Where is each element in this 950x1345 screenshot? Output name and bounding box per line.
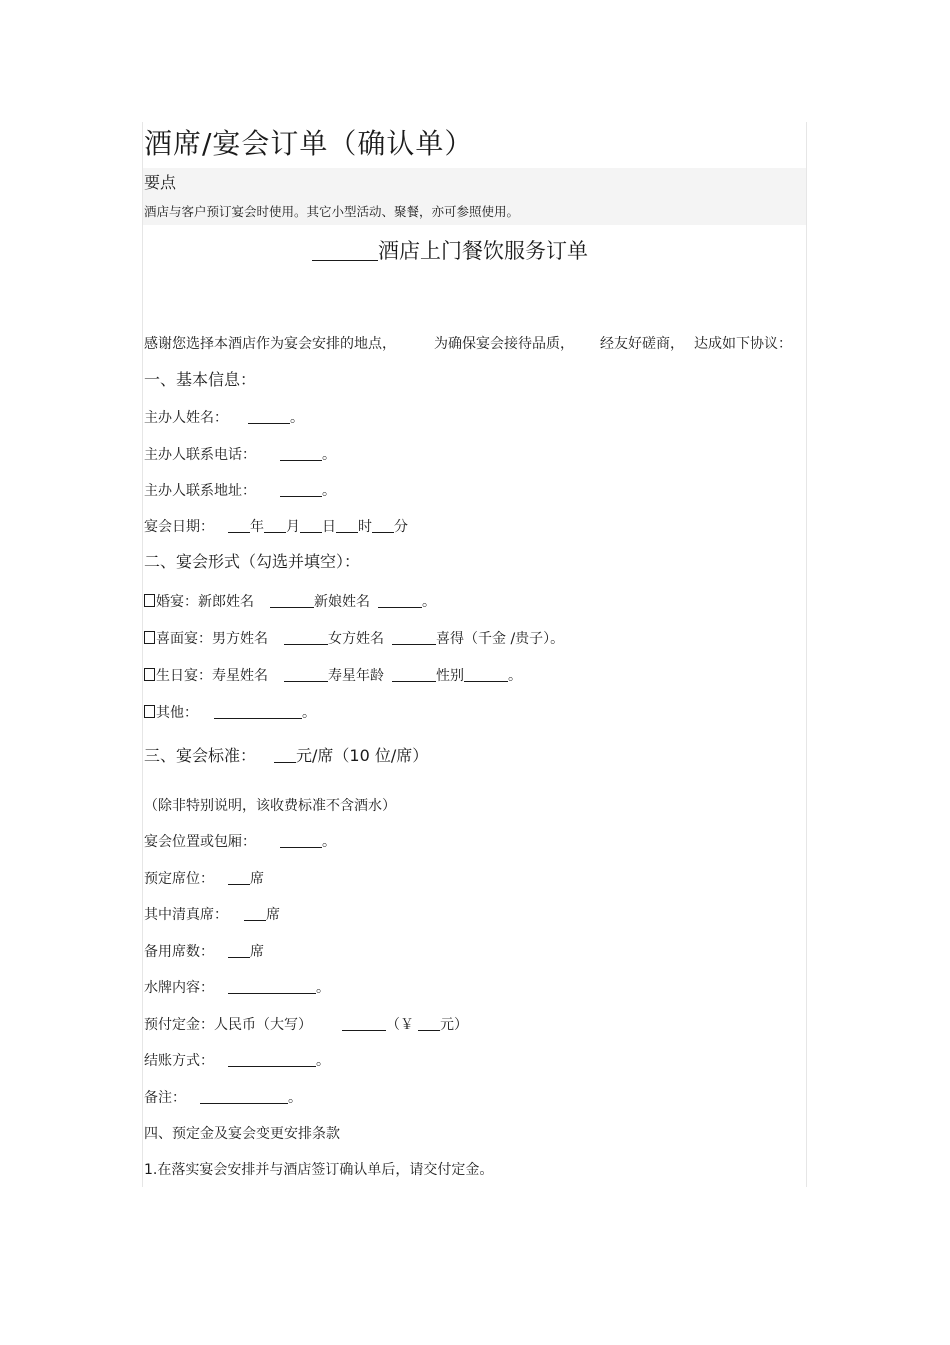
table-unit: 席: [266, 907, 280, 923]
deposit-amount-blank: [418, 1016, 440, 1031]
minute-label: 分: [394, 519, 408, 535]
halal-tables-row: [144, 905, 280, 925]
deposit-words-blank: [342, 1016, 386, 1031]
deposit-label: 预付定金：人民币（大写）: [144, 1017, 312, 1033]
month-label: 月: [286, 519, 300, 535]
remarks-blank: [200, 1089, 288, 1104]
birthday-checkbox[interactable]: [144, 668, 155, 681]
wedding-checkbox[interactable]: [144, 594, 155, 607]
deposit-unit: 元）: [440, 1017, 468, 1033]
key-points-text: 酒店与客户预订宴会时使用。其它小型活动、聚餐，亦可参照使用。: [144, 204, 520, 219]
female-name-blank: [392, 630, 436, 645]
sign-label: 水牌内容：: [144, 980, 214, 996]
location-blank: [280, 833, 322, 848]
location-row: [144, 832, 336, 852]
host-phone-blank: [280, 446, 322, 461]
banquet-date-row: [144, 517, 408, 537]
period: 。: [322, 447, 336, 463]
age-label: 寿星年龄: [328, 668, 384, 684]
host-address-blank: [280, 482, 322, 497]
period: 。: [290, 410, 304, 426]
period: 。: [322, 834, 336, 850]
other-label: 其他：: [156, 705, 198, 721]
spare-blank: [228, 943, 250, 958]
age-blank: [392, 667, 436, 682]
year-blank: [228, 518, 250, 533]
groom-name-blank: [270, 593, 314, 608]
other-blank: [214, 704, 302, 719]
reserved-tables-row: [144, 869, 264, 889]
spare-tables-row: [144, 942, 264, 962]
wedding-row: [144, 592, 436, 612]
period: 。: [316, 1053, 330, 1069]
order-subtitle: [312, 236, 588, 266]
payment-blank: [228, 1052, 316, 1067]
female-name-label: 女方姓名: [328, 631, 384, 647]
host-name-row: [144, 408, 304, 428]
price-note: （除非特别说明，该收费标准不含酒水）: [144, 798, 396, 814]
host-address-row: [144, 481, 336, 501]
celebration-checkbox[interactable]: [144, 631, 155, 644]
hour-blank: [336, 518, 358, 533]
spare-label: 备用席数：: [144, 944, 214, 960]
other-row: [144, 703, 316, 723]
date-label: 宴会日期：: [144, 519, 214, 535]
bride-name-blank: [378, 593, 422, 608]
intro-part-4: 达成如下协议：: [694, 336, 792, 352]
location-label: 宴会位置或包厢：: [144, 834, 256, 850]
intro-paragraph: [144, 334, 792, 354]
section2-heading: 二、宴会形式（勾选并填空）：: [144, 552, 361, 571]
remarks-row: [144, 1088, 302, 1108]
deposit-yen: （￥: [386, 1017, 414, 1033]
period: 。: [316, 980, 330, 996]
day-label: 日: [322, 519, 336, 535]
halal-blank: [244, 906, 266, 921]
payment-row: [144, 1051, 330, 1071]
child-gender-text: 喜得（千金 /贵子）。: [436, 631, 565, 647]
period: 。: [302, 705, 316, 721]
year-label: 年: [250, 519, 264, 535]
sign-content-row: [144, 978, 330, 998]
intro-part-1: 感谢您选择本酒店作为宴会安排的地点，: [144, 336, 396, 352]
other-checkbox[interactable]: [144, 705, 155, 718]
remarks-label: 备注：: [144, 1090, 186, 1106]
hour-label: 时: [358, 519, 372, 535]
period: 。: [322, 483, 336, 499]
period: 。: [422, 594, 436, 610]
celebration-row: [144, 629, 564, 649]
wedding-label: 婚宴：新郎姓名: [156, 594, 254, 610]
table-unit: 席: [250, 944, 264, 960]
subtitle-text: 酒店上门餐饮服务订单: [378, 239, 588, 263]
price-blank: [274, 748, 296, 763]
bride-label: 新娘姓名: [314, 594, 370, 610]
intro-part-3: 经友好磋商，: [600, 336, 684, 352]
right-border: [806, 122, 807, 1187]
reserved-blank: [228, 870, 250, 885]
male-name-blank: [284, 630, 328, 645]
day-blank: [300, 518, 322, 533]
hotel-name-blank: [312, 246, 378, 261]
host-name-label: 主办人姓名：: [144, 410, 228, 426]
month-blank: [264, 518, 286, 533]
period: 。: [288, 1090, 302, 1106]
key-points-heading: 要点: [144, 173, 177, 192]
table-unit: 席: [250, 871, 264, 887]
host-address-label: 主办人联系地址：: [144, 483, 256, 499]
document-title: 酒席/宴会订单（确认单）: [144, 127, 474, 160]
celebration-label: 喜面宴：男方姓名: [156, 631, 268, 647]
payment-label: 结账方式：: [144, 1053, 214, 1069]
left-border: [142, 122, 143, 1187]
reserved-label: 预定席位：: [144, 871, 214, 887]
section1-heading: 一、基本信息：: [144, 370, 257, 389]
minute-blank: [372, 518, 394, 533]
birthday-label: 生日宴：寿星姓名: [156, 668, 268, 684]
intro-part-2: 为确保宴会接待品质，: [434, 336, 574, 352]
price-unit: 元/席（10 位/席）: [296, 746, 429, 765]
sign-blank: [228, 979, 316, 994]
section4-item1: 1.在落实宴会安排并与酒店签订确认单后，请交付定金。: [144, 1162, 494, 1178]
host-phone-label: 主办人联系电话：: [144, 447, 256, 463]
gender-label: 性别: [436, 668, 464, 684]
elder-name-blank: [284, 667, 328, 682]
birthday-row: [144, 666, 522, 686]
host-name-blank: [248, 409, 290, 424]
halal-label: 其中清真席：: [144, 907, 228, 923]
period: 。: [508, 668, 522, 684]
deposit-row: [144, 1015, 468, 1035]
section4-heading: 四、预定金及宴会变更安排条款: [144, 1126, 340, 1142]
host-phone-row: [144, 445, 336, 465]
gender-blank: [464, 667, 508, 682]
section3-heading: 三、宴会标准：: [144, 746, 257, 765]
section3-heading-row: [144, 746, 428, 766]
